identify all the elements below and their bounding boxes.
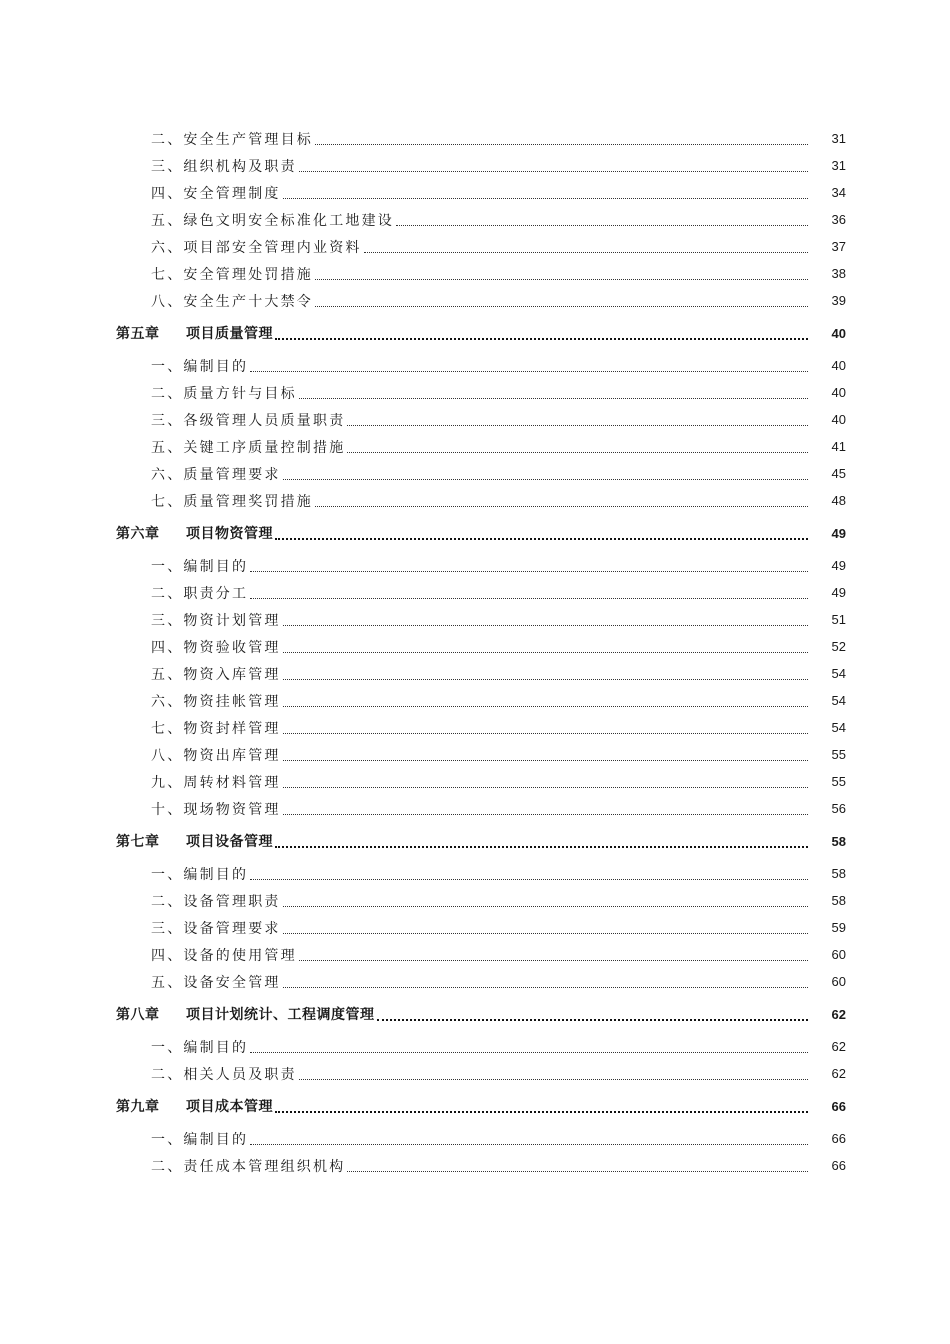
toc-page-number: 54	[831, 693, 846, 708]
toc-page-number: 60	[831, 947, 846, 962]
toc-entry-title: 三、设备管理要求	[151, 920, 281, 937]
toc-section-row[interactable]	[0, 914, 950, 941]
dot-leader	[315, 292, 808, 307]
toc-entry-title: 项目成本管理	[186, 1099, 273, 1115]
toc-page-number: 31	[831, 131, 846, 146]
dot-leader	[347, 438, 808, 453]
toc-page-number: 36	[831, 212, 846, 227]
toc-entry-label	[151, 772, 282, 792]
toc-section-row[interactable]	[0, 795, 950, 822]
dot-leader	[250, 865, 808, 880]
toc-section-row[interactable]	[0, 606, 950, 633]
toc-entry-title: 二、职责分工	[151, 585, 249, 602]
toc-entry-label	[151, 1156, 346, 1176]
toc-page-number: 49	[831, 558, 846, 573]
toc-page-number: 52	[831, 639, 846, 654]
toc-entry-title: 五、绿色文明安全标准化工地建设	[151, 212, 394, 229]
toc-section-row[interactable]	[0, 941, 950, 968]
dot-leader	[275, 524, 808, 540]
toc-entry-label	[151, 610, 282, 630]
toc-section-row[interactable]	[0, 887, 950, 914]
toc-page-number: 59	[831, 920, 846, 935]
toc-entry-title: 十、现场物资管理	[151, 801, 281, 818]
toc-entry-label	[151, 864, 249, 884]
toc-page-number: 40	[831, 385, 846, 400]
toc-entry-title: 项目物资管理	[186, 526, 273, 542]
toc-entry-title: 六、质量管理要求	[151, 466, 281, 483]
toc-entry-title: 二、质量方针与目标	[151, 385, 297, 402]
toc-entry-title: 三、各级管理人员质量职责	[151, 412, 346, 429]
toc-entry-label	[116, 323, 274, 343]
toc-page-number: 58	[831, 866, 846, 881]
toc-entry-title: 五、关键工序质量控制措施	[151, 439, 346, 456]
dot-leader	[364, 238, 808, 253]
toc-page-number: 62	[831, 1066, 846, 1081]
toc-entry-title: 八、物资出库管理	[151, 747, 281, 764]
toc-page-number: 55	[831, 747, 846, 762]
toc-chapter-row[interactable]	[0, 1088, 950, 1124]
toc-entry-label	[151, 356, 249, 376]
chapter-number: 第五章	[116, 326, 160, 342]
toc-entry-label	[151, 237, 363, 257]
toc-section-row[interactable]	[0, 379, 950, 406]
toc-entry-label	[151, 718, 282, 738]
toc-entry-label	[116, 1004, 376, 1024]
toc-section-row[interactable]	[0, 768, 950, 795]
toc-entry-label	[151, 291, 314, 311]
toc-page-number: 45	[831, 466, 846, 481]
dot-leader	[299, 157, 808, 172]
toc-page-number: 37	[831, 239, 846, 254]
toc-section-row[interactable]	[0, 460, 950, 487]
dot-leader	[283, 773, 808, 788]
toc-entry-title: 二、责任成本管理组织机构	[151, 1158, 346, 1175]
toc-entry-title: 八、安全生产十大禁令	[151, 293, 313, 310]
toc-section-row[interactable]	[0, 206, 950, 233]
toc-page-number: 40	[831, 325, 846, 341]
toc-entry-label	[151, 1037, 249, 1057]
toc-chapter-row[interactable]	[0, 515, 950, 551]
toc-page-number: 51	[831, 612, 846, 627]
toc-entry-label	[151, 691, 282, 711]
toc-entry-label	[151, 264, 314, 284]
dot-leader	[283, 746, 808, 761]
toc-section-row[interactable]	[0, 579, 950, 606]
dot-leader	[283, 719, 808, 734]
toc-entry-title: 七、物资封样管理	[151, 720, 281, 737]
toc-entry-title: 三、组织机构及职责	[151, 158, 297, 175]
toc-section-row[interactable]	[0, 633, 950, 660]
toc-page-number: 31	[831, 158, 846, 173]
toc-entry-title: 九、周转材料管理	[151, 774, 281, 791]
dot-leader	[283, 692, 808, 707]
toc-entry-title: 二、设备管理职责	[151, 893, 281, 910]
dot-leader	[315, 130, 808, 145]
toc-chapter-row[interactable]	[0, 996, 950, 1032]
toc-chapter-row[interactable]	[0, 315, 950, 351]
toc-entry-label	[151, 1064, 298, 1084]
toc-entry-label	[151, 1129, 249, 1149]
toc-entry-title: 一、编制目的	[151, 558, 249, 575]
toc-section-row[interactable]	[0, 287, 950, 314]
dot-leader	[283, 184, 808, 199]
toc-page-number: 41	[831, 439, 846, 454]
toc-entry-label	[151, 156, 298, 176]
dot-leader	[283, 465, 808, 480]
toc-entry-label	[151, 410, 346, 430]
toc-section-row[interactable]	[0, 687, 950, 714]
toc-page-number: 55	[831, 774, 846, 789]
dot-leader	[275, 832, 808, 848]
toc-section-row[interactable]	[0, 660, 950, 687]
dot-leader	[283, 919, 808, 934]
toc-page-number: 39	[831, 293, 846, 308]
toc-section-row[interactable]	[0, 1060, 950, 1087]
toc-entry-title: 四、安全管理制度	[151, 185, 281, 202]
toc-entry-title: 项目质量管理	[186, 326, 273, 342]
toc-section-row[interactable]	[0, 741, 950, 768]
toc-entry-label	[151, 556, 249, 576]
toc-page-number: 49	[831, 525, 846, 541]
toc-entry-label	[151, 945, 298, 965]
dot-leader	[299, 946, 808, 961]
toc-entry-label	[151, 210, 395, 230]
toc-page-number: 54	[831, 720, 846, 735]
toc-page-number: 62	[831, 1006, 846, 1022]
toc-entry-label	[151, 972, 282, 992]
toc-section-row[interactable]	[0, 860, 950, 887]
toc-entry-label	[116, 523, 274, 543]
dot-leader	[315, 265, 808, 280]
toc-entry-label	[151, 464, 282, 484]
toc-entry-label	[151, 799, 282, 819]
toc-section-row[interactable]	[0, 552, 950, 579]
toc-page-number: 66	[831, 1098, 846, 1114]
toc-entry-label	[151, 891, 282, 911]
dot-leader	[283, 892, 808, 907]
toc-section-row[interactable]	[0, 152, 950, 179]
toc-entry-title: 一、编制目的	[151, 358, 249, 375]
toc-entry-title: 一、编制目的	[151, 866, 249, 883]
toc-page-number: 49	[831, 585, 846, 600]
dot-leader	[283, 800, 808, 815]
dot-leader	[396, 211, 808, 226]
toc-section-row[interactable]	[0, 487, 950, 514]
toc-entry-title: 七、质量管理奖罚措施	[151, 493, 313, 510]
dot-leader	[250, 1038, 808, 1053]
toc-entry-label	[151, 437, 346, 457]
toc-page-number: 62	[831, 1039, 846, 1054]
toc-section-row[interactable]	[0, 233, 950, 260]
toc-entry-title: 二、相关人员及职责	[151, 1066, 297, 1083]
dot-leader	[299, 1065, 808, 1080]
toc-chapter-row[interactable]	[0, 823, 950, 859]
toc-section-row[interactable]	[0, 1033, 950, 1060]
toc-page-number: 56	[831, 801, 846, 816]
dot-leader	[347, 411, 808, 426]
table-of-contents	[0, 125, 950, 1179]
toc-entry-title: 六、项目部安全管理内业资料	[151, 239, 362, 256]
toc-entry-label	[151, 918, 282, 938]
dot-leader	[283, 611, 808, 626]
toc-section-row[interactable]	[0, 179, 950, 206]
chapter-number: 第九章	[116, 1099, 160, 1115]
toc-entry-label	[151, 383, 298, 403]
toc-page-number: 34	[831, 185, 846, 200]
toc-entry-title: 六、物资挂帐管理	[151, 693, 281, 710]
dot-leader	[250, 1130, 808, 1145]
dot-leader	[250, 357, 808, 372]
toc-entry-title: 四、物资验收管理	[151, 639, 281, 656]
dot-leader	[275, 324, 808, 340]
toc-entry-title: 项目设备管理	[186, 834, 273, 850]
toc-section-row[interactable]	[0, 125, 950, 152]
toc-section-row[interactable]	[0, 714, 950, 741]
dot-leader	[347, 1157, 808, 1172]
toc-page-number: 66	[831, 1131, 846, 1146]
toc-section-row[interactable]	[0, 352, 950, 379]
toc-entry-label	[151, 745, 282, 765]
dot-leader	[250, 557, 808, 572]
toc-page-number: 38	[831, 266, 846, 281]
toc-entry-label	[151, 183, 282, 203]
toc-entry-title: 三、物资计划管理	[151, 612, 281, 629]
toc-entry-title: 一、编制目的	[151, 1039, 249, 1056]
toc-section-row[interactable]	[0, 406, 950, 433]
toc-page-number: 40	[831, 358, 846, 373]
toc-page-number: 48	[831, 493, 846, 508]
toc-section-row[interactable]	[0, 1152, 950, 1179]
dot-leader	[283, 665, 808, 680]
dot-leader	[250, 584, 808, 599]
toc-entry-title: 二、安全生产管理目标	[151, 131, 313, 148]
toc-entry-title: 项目计划统计、工程调度管理	[186, 1007, 375, 1023]
toc-entry-label	[151, 491, 314, 511]
dot-leader	[377, 1005, 809, 1021]
toc-page-number: 66	[831, 1158, 846, 1173]
toc-entry-label	[151, 129, 314, 149]
toc-entry-label	[116, 831, 274, 851]
chapter-number: 第六章	[116, 526, 160, 542]
toc-page-number: 54	[831, 666, 846, 681]
dot-leader	[315, 492, 808, 507]
dot-leader	[299, 384, 808, 399]
toc-entry-title: 七、安全管理处罚措施	[151, 266, 313, 283]
toc-section-row[interactable]	[0, 433, 950, 460]
toc-entry-title: 五、物资入库管理	[151, 666, 281, 683]
toc-entry-label	[151, 637, 282, 657]
toc-page-number: 58	[831, 893, 846, 908]
toc-section-row[interactable]	[0, 968, 950, 995]
toc-page-number: 58	[831, 833, 846, 849]
dot-leader	[283, 638, 808, 653]
toc-page-number: 40	[831, 412, 846, 427]
toc-entry-title: 一、编制目的	[151, 1131, 249, 1148]
chapter-number: 第七章	[116, 834, 160, 850]
toc-entry-title: 四、设备的使用管理	[151, 947, 297, 964]
chapter-number: 第八章	[116, 1007, 160, 1023]
toc-section-row[interactable]	[0, 260, 950, 287]
toc-section-row[interactable]	[0, 1125, 950, 1152]
toc-entry-label	[151, 583, 249, 603]
toc-entry-title: 五、设备安全管理	[151, 974, 281, 991]
dot-leader	[283, 973, 808, 988]
toc-page-number: 60	[831, 974, 846, 989]
toc-entry-label	[116, 1096, 274, 1116]
dot-leader	[275, 1097, 808, 1113]
toc-entry-label	[151, 664, 282, 684]
